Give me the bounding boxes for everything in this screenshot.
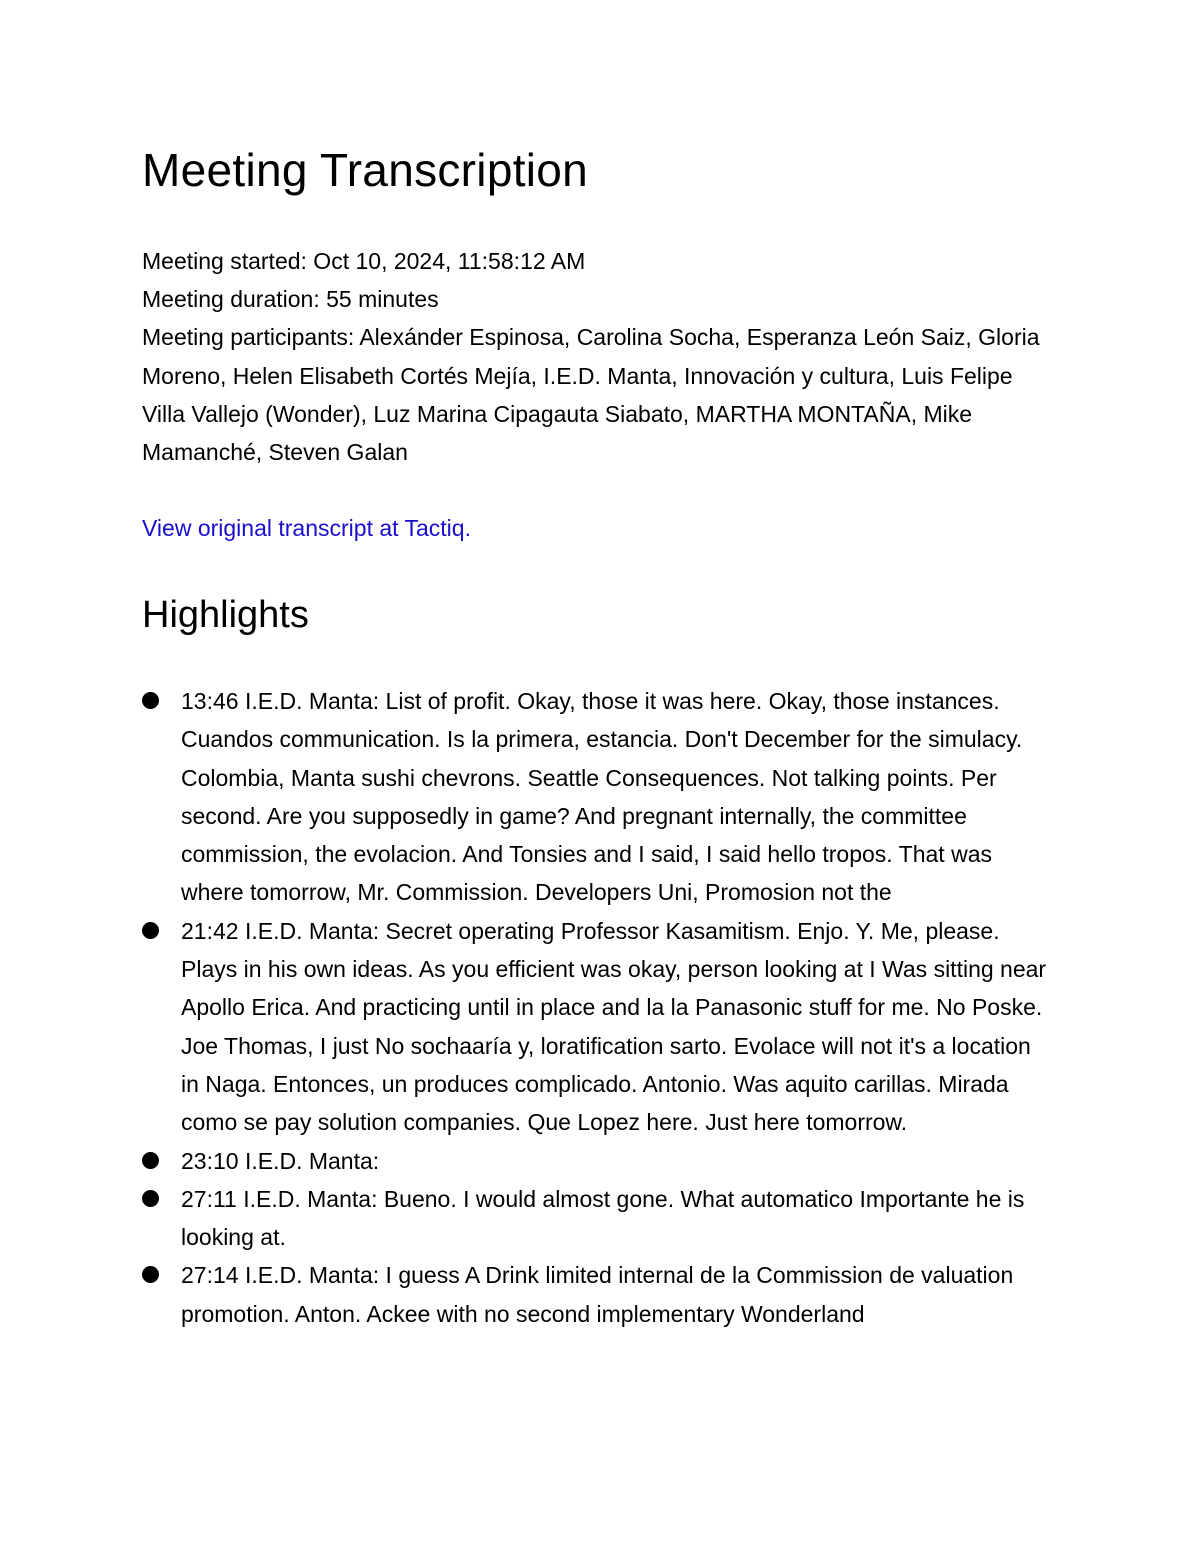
highlight-item <box>142 1256 1047 1333</box>
bullet-icon <box>142 1266 159 1283</box>
transcript-link-line <box>142 509 1047 547</box>
highlight-item <box>142 1142 1047 1180</box>
bullet-icon <box>142 692 159 709</box>
highlights-list <box>142 682 1047 1333</box>
highlight-text: 23:10 I.E.D. Manta: <box>181 1147 380 1174</box>
highlight-item <box>142 1180 1047 1257</box>
highlight-text: 21:42 I.E.D. Manta: Secret operating Professor Kasamitism. Enjo. Y. Me, please. Plays in his own ideas. As you efficient was okay, person looking at I Was sitting near Apollo Erica. And practicing until in place and la la Panasonic stuff for me. No Poske. Joe Thomas, I just No sochaaría y, loratification sarto. Evolace will not it's a location in Naga. Entonces, un produces complicado. Antonio. Was aquito carillas. Mirada como se pay solution companies. Que Lopez here. Just here tomorrow. <box>181 917 1047 1136</box>
page-title: Meeting Transcription <box>142 144 589 196</box>
meeting-participants: Meeting participants: Alexánder Espinosa, Carolina Socha, Esperanza León Saiz, Gloria Moreno, Helen Elisabeth Cortés Mejía, I.E.D. Manta, Innovación y cultura, Luis Felipe Villa Vallejo (Wonder), Luz Marina Cipagauta Siabato, MARTHA MONTAÑA, Mike Mamanché, Steven Galan <box>142 324 1040 466</box>
highlight-item <box>142 682 1047 912</box>
highlight-item <box>142 912 1047 1142</box>
highlight-text: 13:46 I.E.D. Manta: List of profit. Okay, those it was here. Okay, those instances. Cuandos communication. Is la primera, estancia. Don't December for the simulacy. Colombia, Manta sushi chevrons. Seattle Consequences. Not talking points. Per second. Are you supposedly in game? And pregnant internally, the committee commission, the evolacion. And Tonsies and I said, I said hello tropos. That was where tomorrow, Mr. Commission. Developers Uni, Promosion not the <box>181 688 1023 906</box>
bullet-icon <box>142 1190 159 1207</box>
meeting-started: Meeting started: Oct 10, 2024, 11:58:12 AM <box>142 248 586 274</box>
highlight-text: 27:11 I.E.D. Manta: Bueno. I would almost gone. What automatico Importante he is looking at. <box>181 1185 1025 1251</box>
meeting-duration: Meeting duration: 55 minutes <box>142 286 439 313</box>
highlights-heading: Highlights <box>142 594 309 636</box>
bullet-icon <box>142 922 159 939</box>
highlight-text: 27:14 I.E.D. Manta: I guess A Drink limited internal de la Commission de valuation promotion. Anton. Ackee with no second implementary Wonderland <box>181 1262 1014 1327</box>
view-transcript-link[interactable]: View original transcript at Tactiq. <box>142 515 471 542</box>
meeting-metadata <box>142 242 1047 548</box>
bullet-icon <box>142 1152 159 1169</box>
